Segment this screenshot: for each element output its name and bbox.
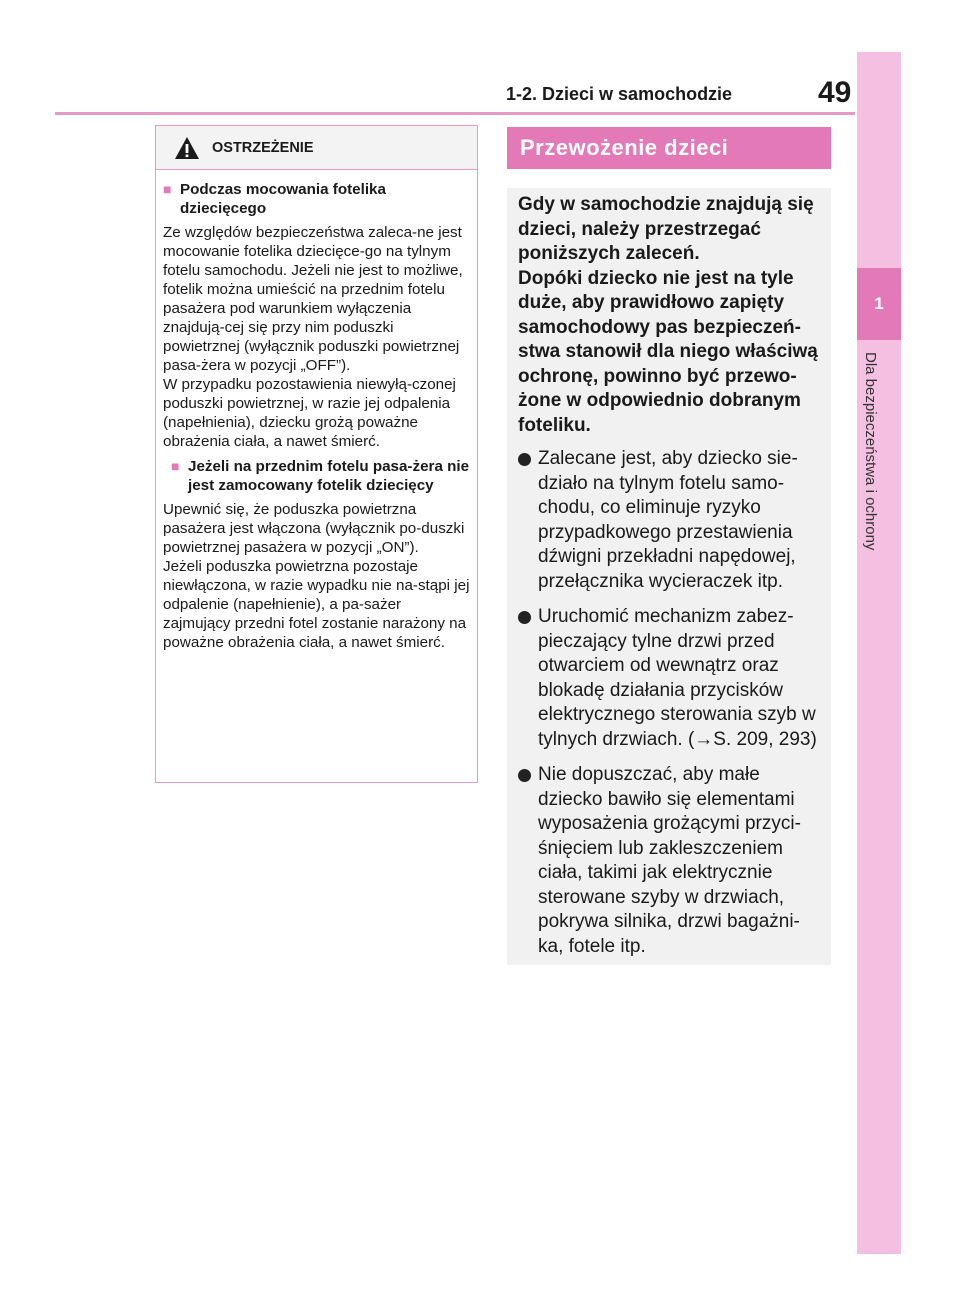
warning-box [155,125,478,783]
bullet-dot-icon [518,605,538,752]
warning-triangle-icon [174,136,200,160]
list-item-text: Zalecane jest, aby dziecko sie-działo na tylnym fotelu samo-chodu, co eliminuje ryzyko przypadkowego przestawienia dźwigni przekładni napędowej, przełącznika wycieraczek itp. [538,448,798,592]
side-tab [857,52,901,1254]
warning-paragraph: Jeżeli poduszka powietrzna pozostaje niewłączona, w razie wypadku nie na-stąpi jej odpalenie (napełnienie), a pa-sażer zajmujący przedni fotel zostanie narażony na poważne obrażenia ciała, a nawet śmierć. [163,558,470,651]
intro-text [518,193,823,438]
warning-paragraph: W przypadku pozostawienia niewyłą-czonej poduszki powietrznej, w razie jej odpalenia (napełnienia), dziecku grożą poważne obrażenia ciała, a nawet śmierć. [163,376,456,450]
warning-heading-text: Jeżeli na przednim fotelu pasa-żera nie jest zamocowany fotelik dziecięcy [188,458,470,494]
list-item [518,605,823,752]
warning-heading [163,180,471,218]
warning-heading-text: Podczas mocowania fotelika dziecięcego [180,181,386,217]
warning-body [156,170,477,652]
warning-header [156,126,477,170]
warning-heading [171,457,471,495]
intro-line: Gdy w samochodzie znajdują się dzieci, należy przestrzegać poniższych zaleceń. [518,194,814,264]
list-item-text: Uruchomić mechanizm zabez-pieczający tylne drzwi przed otwarciem od wewnątrz oraz blokadę działania przycisków elektrycznego sterowania szyb w tylnych drzwiach. (→S. 209, 293) [538,606,817,750]
page-number: 49 [818,76,852,109]
bullet-dot-icon [518,763,538,959]
section-title: 1-2. Dzieci w samochodzie [506,84,733,104]
warning-paragraph: Ze względów bezpieczeństwa zaleca-ne jest mocowanie fotelika dziecięce-go na tylnym fotelu samochodu. Jeżeli nie jest to możliwe, fotelik można umieścić na przednim fotelu pasażera pod warunkiem wyłączenia znajdują-cej się przy nim poduszki powietrznej (wyłącznik poduszki powietrznej pasa-żera w pozycji „OFF”). [163,224,463,374]
list-item [518,447,823,594]
content-box [507,188,831,965]
list-item [518,763,823,959]
warning-paragraph: Upewnić się, że poduszka powietrzna pasażera jest włączona (wyłącznik po-duszki powietrznej pasażera w pozycji „ON”). [163,501,465,556]
bullet-dot-icon [518,447,538,594]
list-item-text: Nie dopuszczać, aby małe dziecko bawiło się elementami wyposażenia grożącymi przyci-śnięciem lub zakleszczeniem ciała, takimi jak elektrycznie sterowane szyby w drzwiach, pokrywa silnika, drzwi bagażni-ka, fotele itp. [538,764,801,957]
square-bullet-icon: ■ [163,181,172,197]
square-bullet-icon: ■ [171,458,180,474]
side-tab-chapter-title: Dla bezpieczeństwa i ochrony [862,352,879,551]
warning-title: OSTRZEŻENIE [212,139,314,156]
side-tab-chapter-number: 1 [857,268,901,340]
header-rule [55,112,855,115]
intro-line: Dopóki dziecko nie jest na tyle duże, aby prawidłowo zapięty samochodowy pas bezpieczeń-stwa stanowił dla niego właściwą ochronę, powinno być przewo-żone w odpowiednio dobranym foteliku. [518,267,818,436]
main-title: Przewożenie dzieci [507,127,831,169]
